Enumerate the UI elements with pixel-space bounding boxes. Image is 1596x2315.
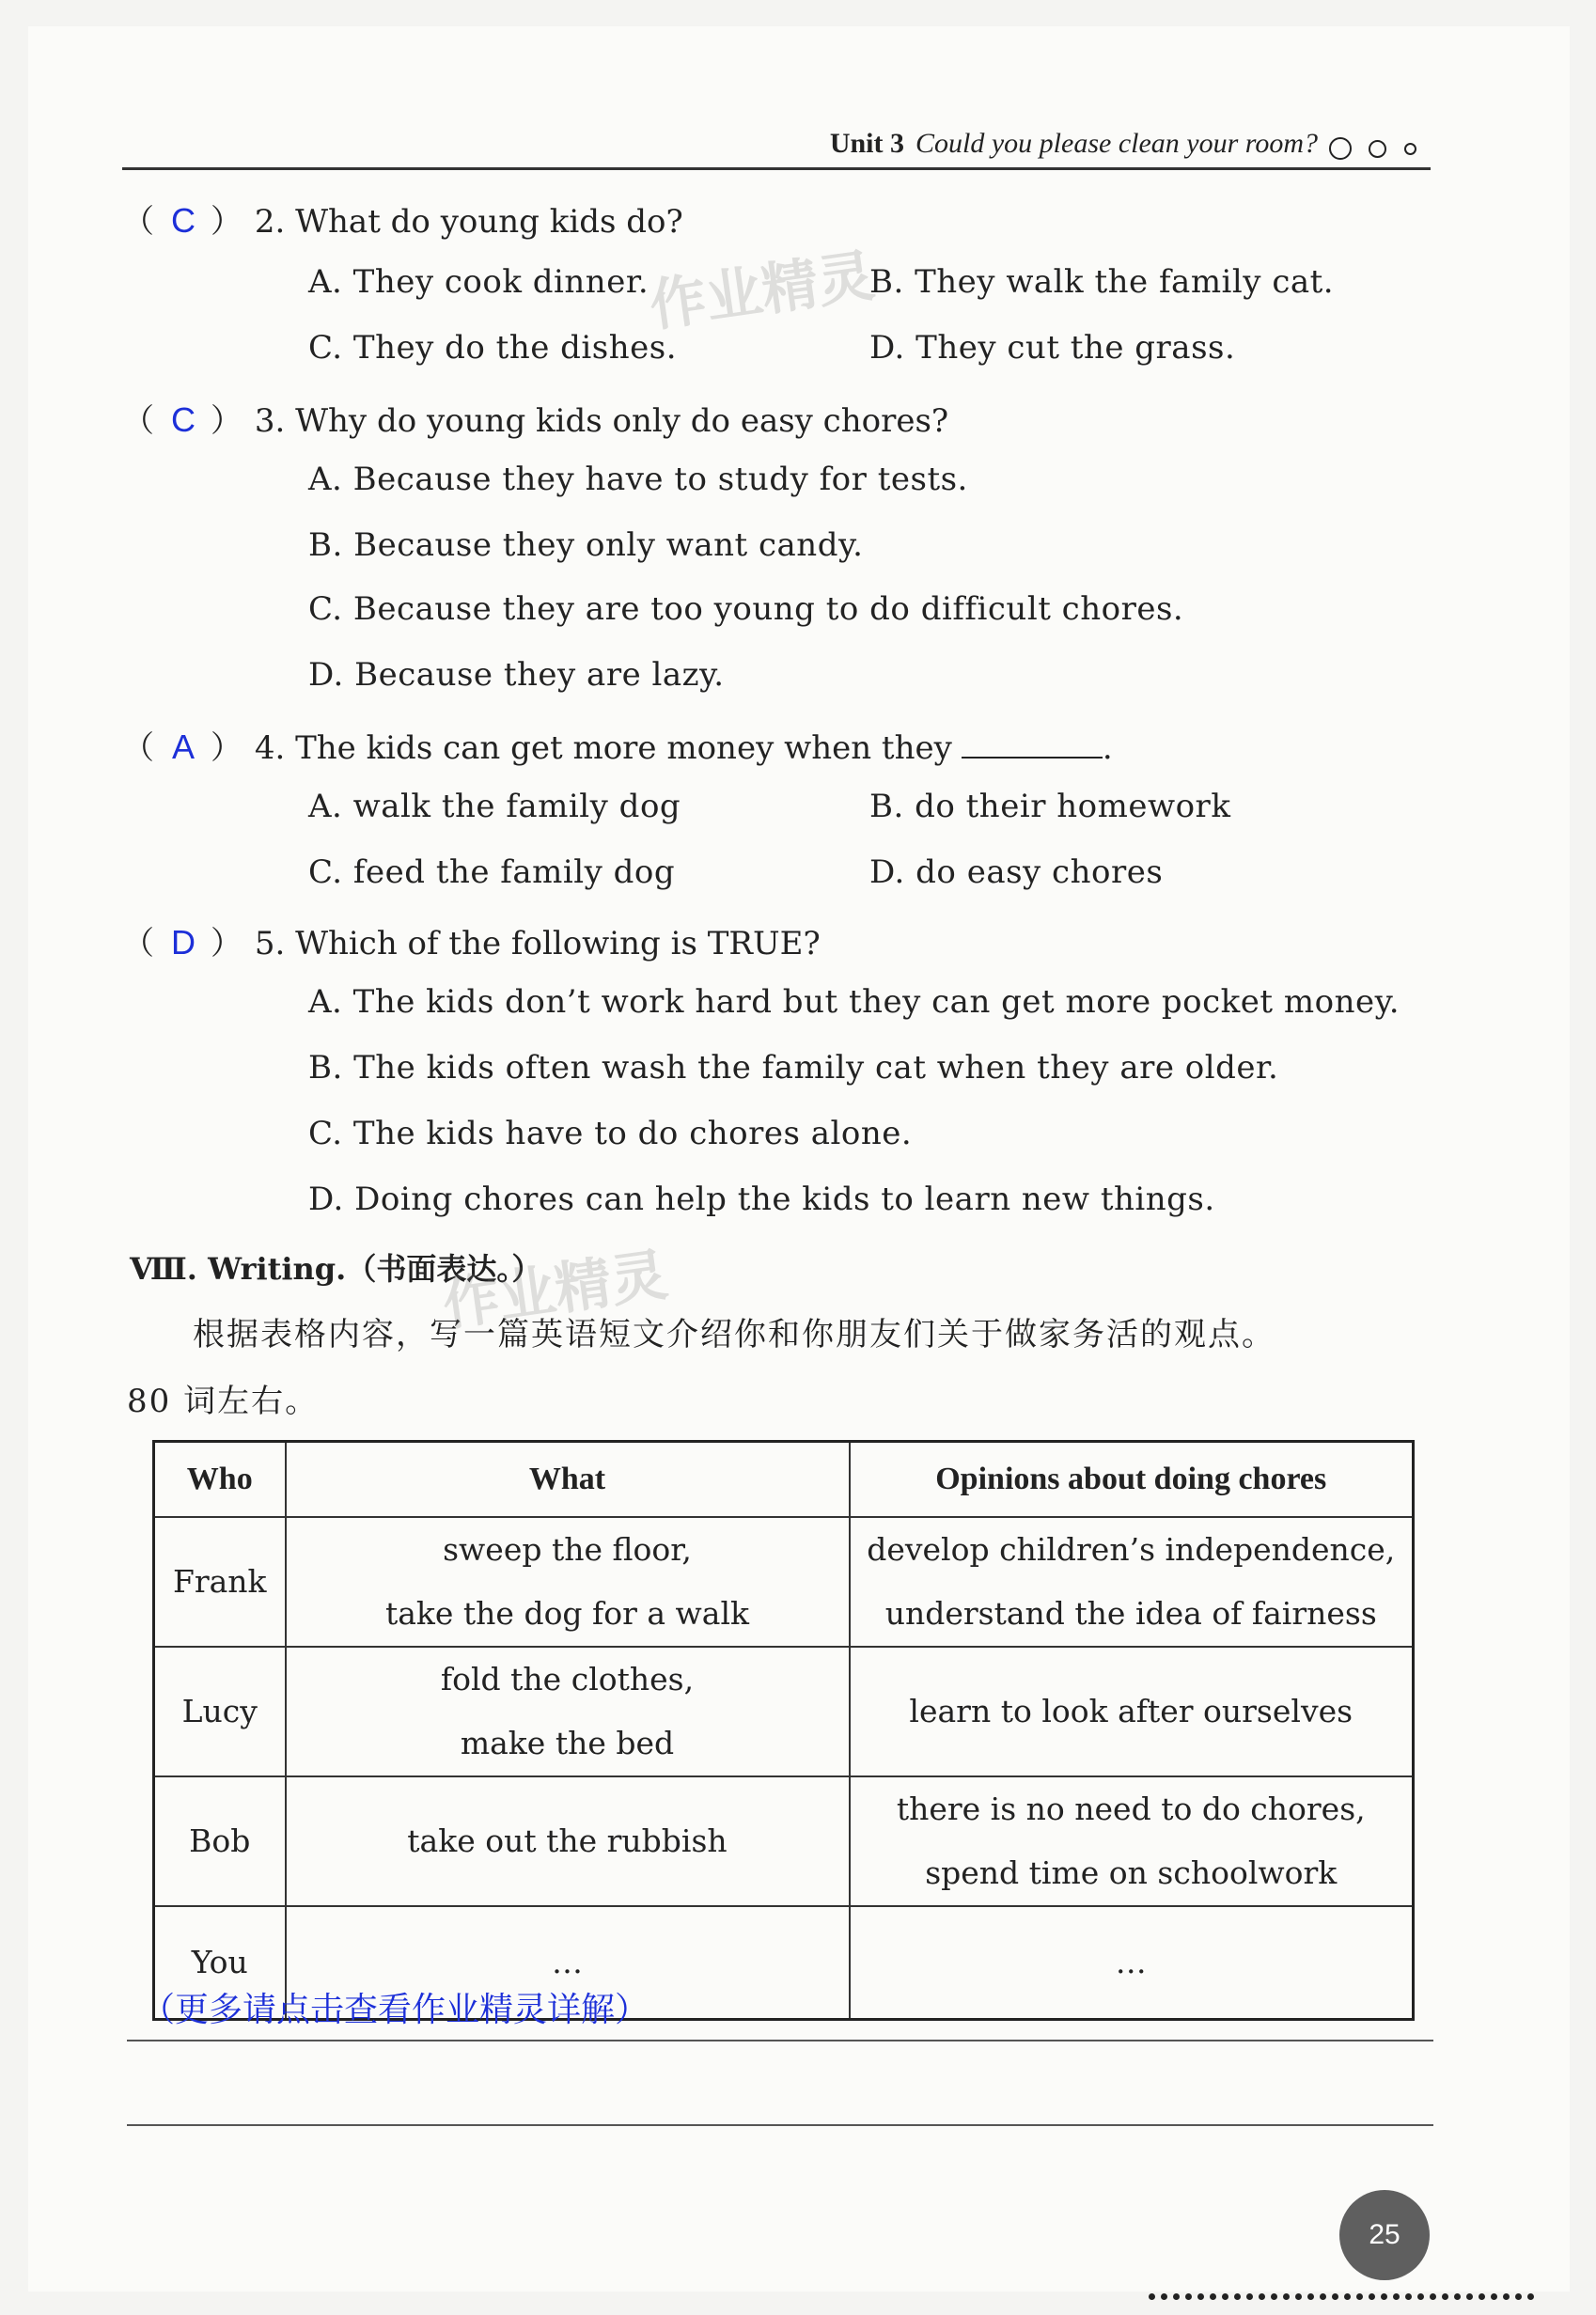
page-number: 25: [1339, 2190, 1430, 2280]
what-line: fold the clothes,: [440, 1661, 695, 1697]
answer: C: [171, 400, 196, 439]
table-header-row: [154, 1442, 1414, 1518]
option: C. They do the dishes.: [308, 329, 678, 367]
what-line: sweep the floor,: [443, 1531, 692, 1568]
column-header: Opinions about doing chores: [850, 1442, 1414, 1518]
option: B. They walk the family cat.: [869, 263, 1335, 301]
footer-dot: [1344, 2293, 1351, 2300]
footer-dot: [1479, 2293, 1485, 2300]
what-cell: [286, 1517, 850, 1647]
option: A. They cook dinner.: [308, 263, 649, 301]
footer-dot: [1417, 2293, 1424, 2300]
footer-dot: [1271, 2293, 1277, 2300]
opinion-line: …: [1115, 1943, 1147, 1980]
footer-dot: [1527, 2293, 1534, 2300]
question-number: 4.: [254, 729, 286, 767]
watermark: 作业精灵: [438, 1242, 672, 1339]
option: D. Because they are lazy.: [308, 656, 725, 694]
opinion-line: develop children’s independence,: [867, 1531, 1396, 1568]
footer-dot: [1442, 2293, 1448, 2300]
table-row: [154, 1647, 1414, 1776]
what-cell: [286, 1647, 850, 1776]
who-cell: Lucy: [154, 1647, 286, 1776]
what-line: take out the rubbish: [407, 1822, 728, 1859]
question-text: Why do young kids only do easy chores?: [295, 402, 949, 440]
option: D. Doing chores can help the kids to learn new things.: [308, 1181, 1215, 1218]
footer-dot: [1222, 2293, 1228, 2300]
question-2: （ C ） 2. What do young kids do?: [122, 201, 683, 241]
option: C. feed the family dog: [308, 853, 676, 891]
footer-dot: [1405, 2293, 1412, 2300]
what-cell: [286, 1776, 850, 1906]
question-5: （ D ） 5. Which of the following is TRUE?: [122, 923, 821, 962]
unit-subtitle: Could you please clean your room?: [915, 128, 1318, 159]
section-title: Ⅷ. Writing.（书面表达。）: [130, 1251, 542, 1287]
unit-label: Unit 3: [829, 128, 905, 159]
opinion-cell: [850, 1776, 1414, 1906]
question-number: 5.: [254, 925, 286, 962]
who-cell: You: [154, 1906, 286, 2019]
footer-dot: [1161, 2293, 1167, 2300]
column-header: What: [286, 1442, 850, 1518]
who-cell: Bob: [154, 1776, 286, 1906]
what-line: take the dog for a walk: [384, 1595, 750, 1632]
opinion-line: learn to look after ourselves: [909, 1693, 1353, 1729]
option: D. They cut the grass.: [869, 329, 1236, 367]
question-number: 2.: [254, 203, 286, 241]
footer-dots-decoration: [1149, 2293, 1543, 2301]
footer-dot: [1259, 2293, 1265, 2300]
opinion-cell: [850, 1517, 1414, 1647]
opinion-cell: [850, 1906, 1414, 2019]
page-header: [122, 120, 1431, 170]
question-text: What do young kids do?: [295, 203, 683, 241]
option: D. do easy chores: [869, 853, 1164, 891]
footer-dot: [1295, 2293, 1302, 2300]
footer-dot: [1149, 2293, 1155, 2300]
footer-dot: [1307, 2293, 1314, 2300]
table-row: [154, 1517, 1414, 1647]
option: C. Because they are too young to do difficult chores.: [308, 590, 1184, 628]
option: A. Because they have to study for tests.: [308, 461, 968, 498]
opinion-line: understand the idea of fairness: [884, 1595, 1377, 1632]
footer-dot: [1430, 2293, 1436, 2300]
option: A. walk the family dog: [308, 788, 681, 825]
footer-dot: [1320, 2293, 1326, 2300]
footer-dot: [1185, 2293, 1192, 2300]
footer-dot: [1356, 2293, 1363, 2300]
footer-dot: [1210, 2293, 1216, 2300]
opinion-cell: [850, 1647, 1414, 1776]
footer-dot: [1234, 2293, 1241, 2300]
what-line: …: [552, 1943, 583, 1980]
question-text: Which of the following is TRUE?: [295, 925, 821, 962]
unit-title: [830, 128, 1318, 160]
footer-dot: [1332, 2293, 1338, 2300]
answer: D: [171, 923, 196, 962]
footer-dot: [1369, 2293, 1375, 2300]
footer-dot: [1246, 2293, 1253, 2300]
question-number: 3.: [254, 402, 286, 440]
footer-dot: [1283, 2293, 1290, 2300]
more-details-link[interactable]: （更多请点击查看作业精灵详解）: [141, 1991, 649, 2029]
footer-dot: [1503, 2293, 1510, 2300]
footer-dot: [1381, 2293, 1387, 2300]
question-3: （ C ） 3. Why do young kids only do easy chores?: [122, 400, 949, 440]
header-circles-icon: [1327, 137, 1431, 160]
option: A. The kids don’t work hard but they can get more pocket money.: [308, 983, 1400, 1021]
what-line: make the bed: [460, 1725, 675, 1761]
instruction-text: 根据表格内容，写一篇英语短文介绍你和你朋友们关于做家务活的观点。: [193, 1316, 1275, 1353]
answer-blank: [962, 730, 1103, 759]
question-4: （ A ） 4. The kids can get more money when they .: [122, 727, 1113, 767]
writing-line: [127, 2040, 1433, 2041]
instruction-text-continued: 80 词左右。: [127, 1383, 320, 1420]
opinion-line: spend time on schoolwork: [925, 1854, 1338, 1891]
who-cell: Frank: [154, 1517, 286, 1647]
footer-dot: [1515, 2293, 1522, 2300]
option: C. The kids have to do chores alone.: [308, 1115, 913, 1152]
table-row: [154, 1776, 1414, 1906]
column-header: Who: [154, 1442, 286, 1518]
footer-dot: [1173, 2293, 1180, 2300]
footer-dot: [1197, 2293, 1204, 2300]
option: B. do their homework: [869, 788, 1231, 825]
question-text: The kids can get more money when they: [295, 729, 952, 767]
watermark: 作业精灵: [645, 242, 879, 340]
answer: A: [171, 727, 195, 766]
footer-dot: [1454, 2293, 1461, 2300]
footer-dot: [1466, 2293, 1473, 2300]
opinion-line: there is no need to do chores,: [896, 1791, 1366, 1827]
answer: C: [171, 201, 196, 240]
option: B. The kids often wash the family cat when they are older.: [308, 1049, 1279, 1087]
writing-line: [127, 2124, 1433, 2126]
option: B. Because they only want candy.: [308, 526, 864, 564]
footer-dot: [1491, 2293, 1497, 2300]
opinions-table: [152, 1440, 1415, 2021]
footer-dot: [1393, 2293, 1400, 2300]
